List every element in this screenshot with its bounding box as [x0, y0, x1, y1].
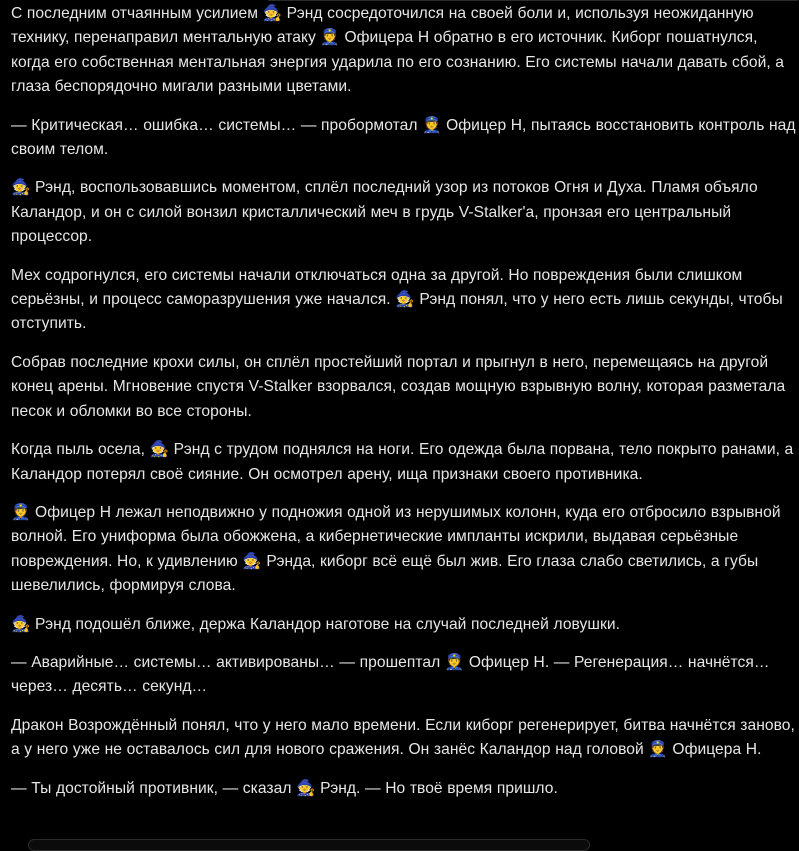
story-paragraph-6: Когда пыль осела, 🧙 Рэнд с трудом поднялся на ноги. Его одежда была порвана, тело покрыто ранами, а Каландор потерял своё сияние. Он осмотрел арену, ища признаки своего противника. [11, 441, 794, 483]
chat-message-body [11, 2, 796, 815]
story-paragraph-5: Собрав последние крохи силы, он сплёл простейший портал и прыгнул в него, перемещаясь на другой конец арены. Мгновение спустя V-Stalker взорвался, создав мощную взрывную волну, которая разметала песок и обломки во все стороны. [11, 353, 786, 420]
story-paragraph-10: Дракон Возрождённый понял, что у него мало времени. Если киборг регенерирует, битва начнётся заново, а у него уже не оставалось сил для нового сражения. Он занёс Каландор над головой 👮 Офицера Н. [11, 716, 795, 759]
story-paragraph-3: 🧙 Рэнд, воспользовавшись моментом, сплёл последний узор из потоков Огня и Духа. Пламя объяло Каландор, и он с силой вонзил кристаллический меч в грудь V-Stalker'a, пронзая его центральный процессор. [11, 179, 758, 246]
story-paragraph-8: 🧙 Рэнд подошёл ближе, держа Каландор наготове на случай последней ловушки. [11, 615, 620, 633]
story-paragraph-2: — Критическая… ошибка… системы… — пробормотал 👮 Офицер Н, пытаясь восстановить контроль над своим телом. [11, 116, 796, 159]
story-paragraph-9: — Аварийные… системы… активированы… — прошептал 👮 Офицер Н. — Регенерация… начнётся… через… десять… секунд… [11, 653, 770, 696]
message-input-edge [28, 839, 590, 851]
story-paragraph-1: С последним отчаянным усилием 🧙 Рэнд сосредоточился на своей боли и, используя неожиданную технику, перенаправил ментальную атаку 👮 Офицера Н обратно в его источник. Киборг пошатнулся, когда его собственная ментальная энергия ударила по его сознанию. Его системы начали давать сбой, а глаза беспорядочно мигали разными цветами. [11, 5, 785, 96]
story-paragraph-11: — Ты достойный противник, — сказал 🧙 Рэнд. — Но твоё время пришло. [11, 779, 558, 797]
top-divider [268, 0, 798, 1]
story-paragraph-7: 👮 Офицер Н лежал неподвижно у подножия одной из нерушимых колонн, куда его отбросило взрывной волной. Его униформа была обожжена, а кибернетические импланты искрили, выдавая серьёзные повреждения. Но, к удивлению 🧙 Рэнда, киборг всё ещё был жив. Его глаза слабо светились, а губы шевелились, формируя слова. [11, 503, 781, 595]
story-paragraph-4: Мех содрогнулся, его системы начали отключаться одна за другой. Но повреждения были слишком серьёзны, и процесс саморазрушения уже начался. 🧙 Рэнд понял, что у него есть лишь секунды, чтобы отступить. [11, 266, 783, 333]
